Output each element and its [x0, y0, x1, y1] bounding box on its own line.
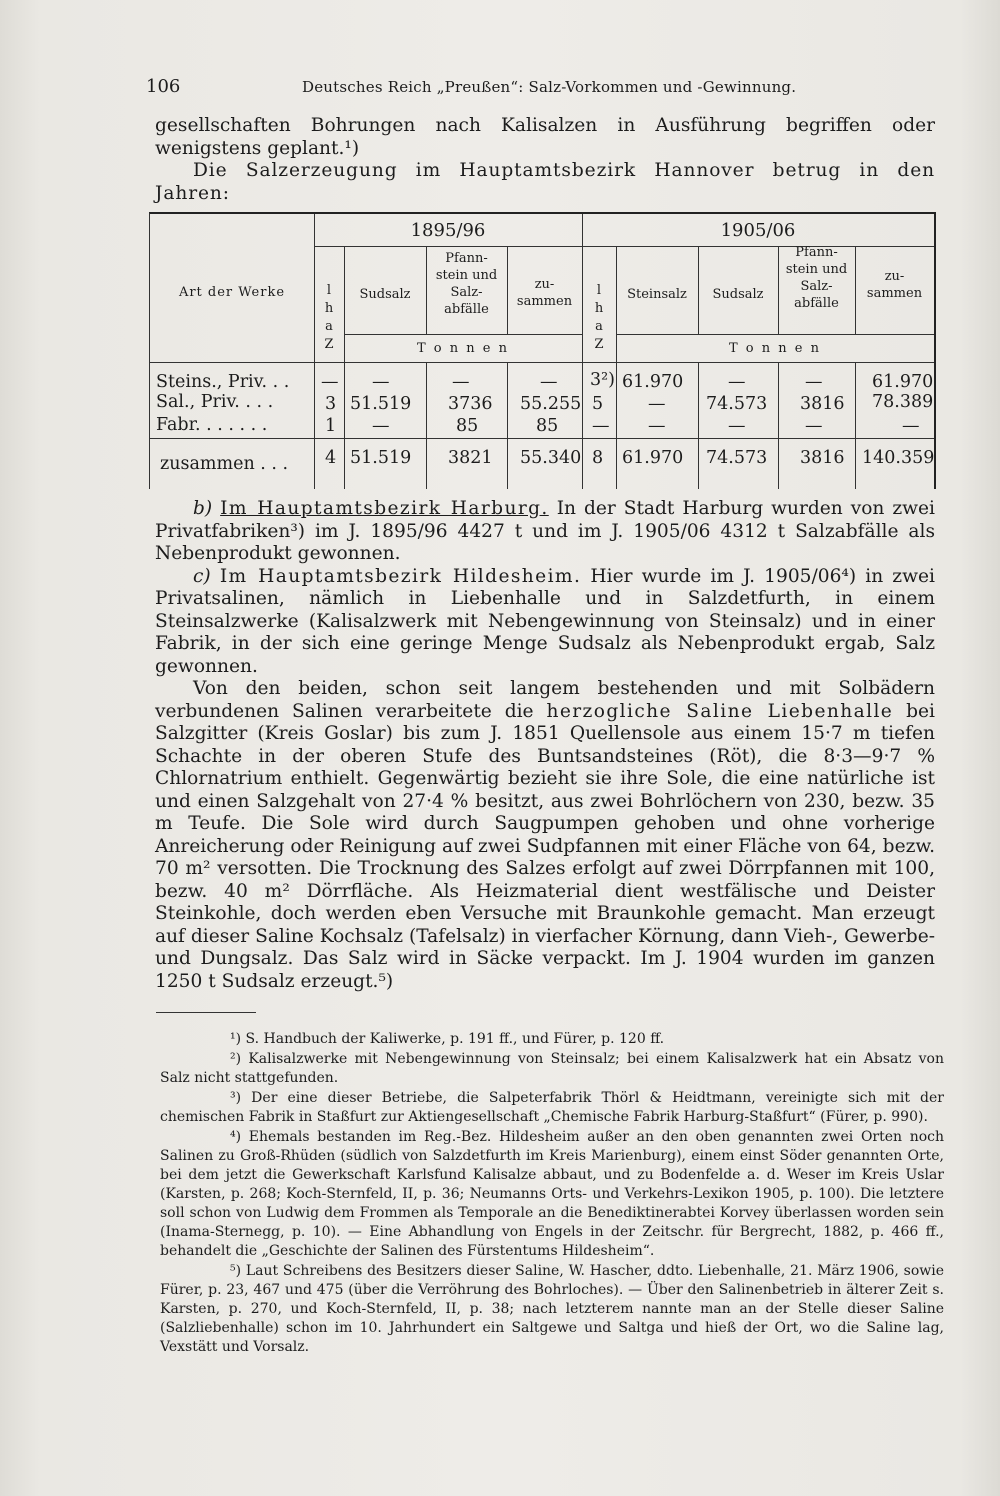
footnote-2: ²) Kalisalzwerke mit Nebengewinnung von Steinsalz; bei einem Kalisalzwerk hat ein Absatz von Salz nicht stattgefunden. — [160, 1051, 944, 1086]
h-sudsalz-2: Sudsalz — [712, 287, 764, 302]
cell-sud-1: 51.519 — [350, 448, 412, 468]
h-steinsalz-2: Steinsalz — [627, 287, 687, 302]
salt-production-table — [149, 212, 936, 489]
col-art-der-werke: Art der Werke — [178, 285, 286, 300]
h-sudsalz-1: Sudsalz — [359, 287, 411, 302]
table-rule — [616, 246, 617, 489]
h-pfannstein-2: Pfann- stein und Salz- abfälle — [785, 245, 848, 311]
table-rule — [344, 334, 582, 335]
row-art-total: zusammen . . . — [160, 454, 289, 474]
cell-zahl-1: — — [321, 372, 338, 392]
cell-zus-1: 55.255 — [520, 394, 582, 414]
table-rule — [344, 246, 345, 489]
cell-zahl-1: 1 — [325, 416, 337, 436]
cell-zahl-1: 3 — [325, 394, 337, 414]
table-rule — [698, 362, 699, 489]
cell-zus-1: — — [540, 372, 557, 392]
table-rule — [150, 438, 934, 439]
period-1895-96: 1895/96 — [410, 220, 486, 241]
cell-st-2: 61.970 — [622, 372, 684, 392]
cell-sud-1: 51.519 — [350, 394, 412, 414]
cell-zahl-1: 4 — [325, 448, 337, 468]
cell-zus-2: 140.359 — [862, 448, 935, 468]
cell-pf-2: 3816 — [800, 448, 845, 468]
intro-line-2: Die Salzerzeugung im Hauptamtsbezirk Hannover betrug in den Jahren: — [155, 160, 935, 204]
paragraph-liebenhalle — [155, 678, 935, 993]
cell-st-2: — — [648, 416, 665, 436]
table-rule — [314, 214, 315, 489]
footnote-divider — [156, 1012, 256, 1013]
cell-pf-1: 85 — [456, 416, 479, 436]
cell-zahl-2: 8 — [592, 448, 604, 468]
period-1905-06: 1905/06 — [720, 220, 796, 241]
section-c — [155, 566, 935, 679]
cell-sud-2: — — [728, 372, 745, 392]
table-rule — [507, 362, 508, 489]
cell-pf-2: — — [805, 416, 822, 436]
zahl-label-1: l h a Z — [324, 283, 334, 352]
cell-sud-2: 74.573 — [706, 394, 768, 414]
row-art: Steins., Priv. . . — [156, 372, 290, 392]
table-rule — [778, 362, 779, 489]
h-tonnen-2: T o n n e n — [729, 341, 821, 356]
intro-line-1: gesellschaften Bohrungen nach Kalisalzen in Ausführung begriffen oder wenigstens geplant.¹) — [155, 115, 935, 159]
cell-pf-1: 3821 — [448, 448, 493, 468]
cell-sud-1: — — [372, 416, 389, 436]
section-c-heading: Im Hauptamtsbezirk Hildesheim. — [219, 565, 582, 587]
cell-sud-2: — — [728, 416, 745, 436]
cell-pf-1: 3736 — [448, 394, 493, 414]
page-header — [146, 76, 946, 97]
para-text-2: bei Salzgitter (Kreis Goslar) bis zum J. 1851 Quellensole aus einem 15·7 m tiefen Schachte in der oberen Stufe des Buntsandsteines (Röt), die 8·3—9·7 % Chlornatrium enthielt. Gegenwärtig bezieht sie ihre Sole, die eine natürliche ist und einen Salzgehalt von 27·4 % besitzt, aus zwei Bohrlöchern von 230, bezw. 35 m Teufe. Die Sole wird durch Saugpumpen gehoben und ohne vorherige Anreicherung oder Reinigung auf zwei Sudpfannen mit einer Fläche von 64, bezw. 70 m² versotten. Die Trocknung des Salzes erfolgt auf zwei Dörrpfannen mit 100, bezw. 40 m² Dörrfläche. Als Heizmaterial dient westfälische und Deister Steinkohle, doch werden eben Versuche mit Braunkohle gemacht. Man erzeugt auf dieser Saline Kochsalz (Tafelsalz) in vierfacher Körnung, dann Vieh-, Gewerbe- und Dungsalz. Das Salz wird in Säcke verpackt. Im J. 1904 wurden im ganzen 1250 t Sudsalz erzeugt.⁵) — [155, 700, 935, 992]
cell-zus-2: 61.970 — [872, 372, 934, 392]
footnote-4: ⁴) Ehemals bestanden im Reg.-Bez. Hildesheim außer an den oben genannten zwei Orten noch Salinen zu Groß-Rhüden (südlich von Salzdetfurth im Kreis Marienburg), einem einst Söder genannten Orte, bei dem jetzt die Gewerkschaft Karlsfund Kalisalze abbaut, und zu Bodenfelde a. d. Weser im Kreis Uslar (Karsten, p. 268; Koch-Sternfeld, II, p. 36; Neumanns Orts- und Verkehrs-Lexikon 1905, p. 100). Die letztere soll schon von Ludwig dem Frommen als Temporale an die Benediktinerabtei Korvey überlassen worden sein (Inama-Sternegg, p. 10). — Eine Abhandlung von Engels in der Zeitschr. für Bergrecht, 1882, p. 466 ff., behandelt die „Geschichte der Salinen des Fürstentums Hildesheim“. — [160, 1129, 944, 1259]
cell-zahl-2: — — [592, 416, 609, 436]
table-rule — [150, 362, 934, 363]
table-rule — [616, 334, 934, 335]
intro-block — [155, 115, 935, 205]
cell-sud-1: — — [372, 372, 389, 392]
cell-st-2: — — [648, 394, 665, 414]
cell-pf-1: — — [452, 372, 469, 392]
section-b-text: In der Stadt Harburg wurden von zwei Privatfabriken³) im J. 1895/96 4427 t und im J. 1905/06 4312 t Salzabfälle als Nebenprodukt gewonnen. — [155, 498, 935, 564]
body-text — [155, 498, 935, 993]
cell-zahl-2: 5 — [592, 394, 604, 414]
footnote-5: ⁵) Laut Schreibens des Besitzers dieser Saline, W. Hascher, ddto. Liebenhalle, 21. März 1906, sowie Fürer, p. 23, 467 und 475 (über die Verröhrung des Bohrloches). — Über den Salinenbetrieb in älterer Zeit s. Karsten, p. 270, und Koch-Sternfeld, II, p. 38; nach letzterem nannte man an der Stelle dieser Saline (Salzliebenhalle) schon im 10. Jahrhundert ein Saltgewe und Saltga und hieß der Ort, wo die Saline lag, Vexstätt und Vorsalz. — [160, 1263, 944, 1355]
section-b-heading: Im Hauptamtsbezirk Harburg. — [220, 498, 549, 519]
h-pfannstein-1: Pfann- stein und Salz- abfälle — [435, 251, 498, 317]
zahl-label-2: l h a Z — [594, 283, 604, 352]
table-rule — [855, 362, 856, 489]
table-rule — [426, 362, 427, 489]
cell-zus-1: 55.340 — [520, 448, 582, 468]
section-b — [155, 498, 935, 566]
row-art: Fabr. . . . . . . — [156, 415, 268, 435]
cell-pf-2: — — [805, 372, 822, 392]
cell-zus-2: — — [902, 416, 919, 436]
cell-sud-2: 74.573 — [706, 448, 768, 468]
footnote-1: ¹) S. Handbuch der Kaliwerke, p. 191 ff., und Fürer, p. 120 ff. — [230, 1031, 665, 1047]
running-title: Deutsches Reich „Preußen“: Salz-Vorkommen und -Gewinnung. — [302, 78, 797, 96]
h-zusammen-1: zu- sammen — [516, 277, 573, 309]
section-b-label: b) — [193, 498, 213, 519]
section-c-label: c) — [193, 565, 211, 587]
footnote-3: ³) Der eine dieser Betriebe, die Salpeterfabrik Thörl & Heidtmann, vereinigte sich mit der chemischen Fabrik in Staßfurt zur Aktiengesellschaft „Chemische Fabrik Harburg-Staßfurt“ (Fürer, p. 990). — [160, 1090, 944, 1125]
footnotes — [160, 1030, 944, 1358]
cell-zahl-2: 3²) — [590, 370, 615, 390]
cell-st-2: 61.970 — [622, 448, 684, 468]
cell-zus-1: 85 — [536, 416, 559, 436]
row-art: Sal., Priv. . . . — [156, 392, 274, 412]
para-text-1: Von den beiden, schon seit langem bestehenden und mit Solbädern verbundenen Salinen verarbeitete die — [155, 678, 935, 722]
section-c-text: Hier wurde im J. 1905/06⁴) in zwei Privatsalinen, nämlich in Liebenhalle und in Salzdetfurth, in einem Steinsalzwerke (Kalisalzwerk mit Nebengewinnung von Steinsalz) und in einer Fabrik, in der sich eine geringe Menge Sudsalz als Nebenprodukt ergab, Salz gewonnen. — [155, 565, 935, 677]
h-zusammen-2: zu- sammen — [866, 269, 923, 301]
cell-pf-2: 3816 — [800, 394, 845, 414]
page-number: 106 — [146, 76, 181, 97]
saline-name: herzogliche Saline Liebenhalle — [546, 700, 894, 722]
table-rule — [582, 214, 583, 489]
h-tonnen-1: T o n n e n — [417, 341, 509, 356]
cell-zus-2: 78.389 — [872, 392, 934, 412]
